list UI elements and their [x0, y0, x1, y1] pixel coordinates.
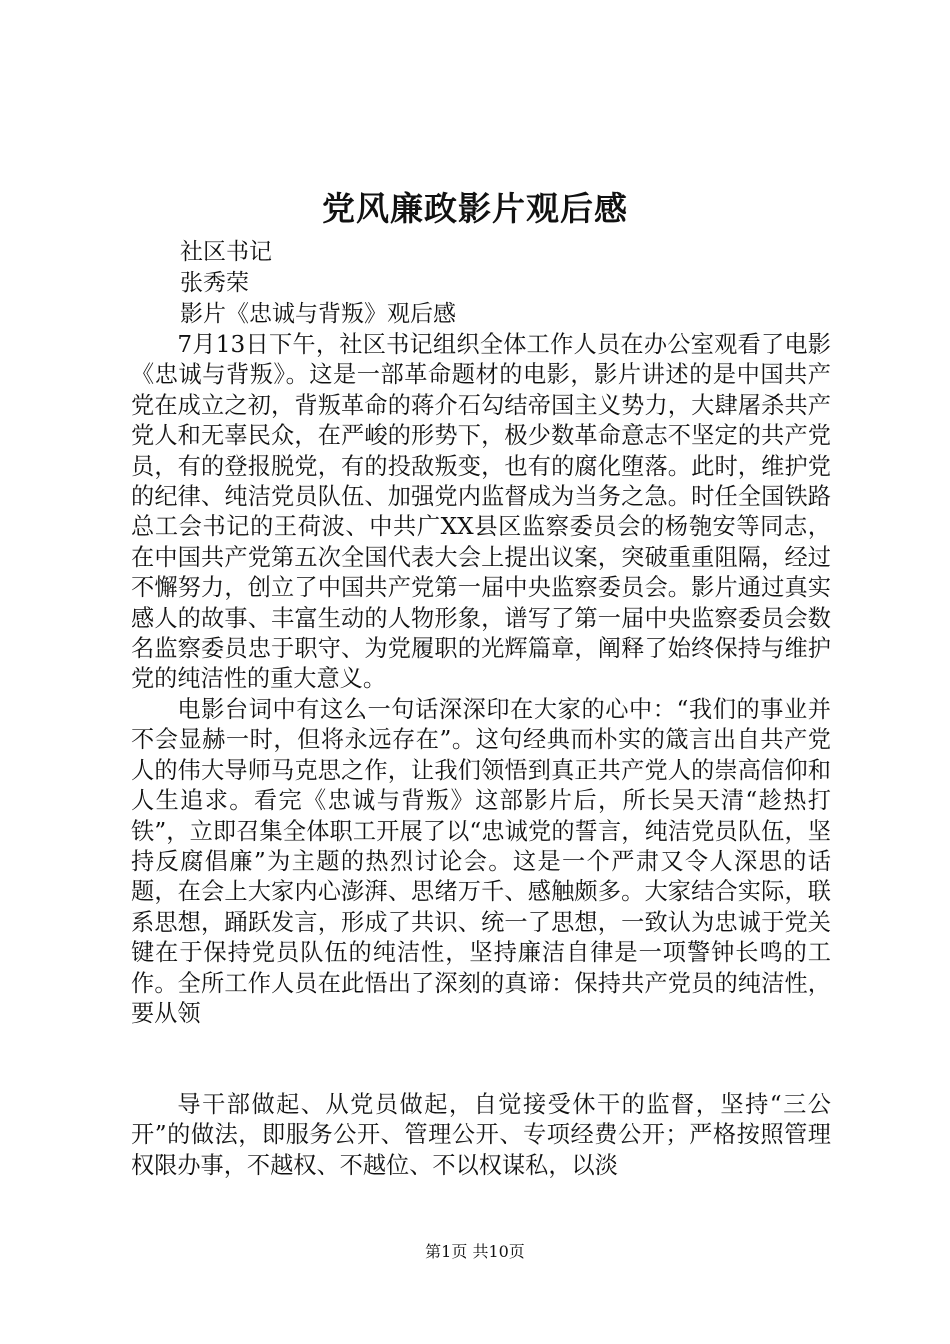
page-number-footer: 第1页 共10页: [425, 1242, 525, 1261]
author-role: 社区书记: [180, 239, 272, 265]
author-name: 张秀荣: [180, 270, 249, 296]
document-body: [131, 330, 831, 1029]
document-body-continued: [131, 1090, 831, 1181]
paragraph-3: 导干部做起、从党员做起，自觉接受休干的监督，坚持“三公开”的做法，即服务公开、管理公开、专项经费公开；严格按照管理权限办事，不越权、不越位、不以权谋私，以淡: [131, 1091, 831, 1179]
paragraph-2: 电影台词中有这么一句话深深印在大家的心中：“我们的事业并不会显赫一时，但将永远存在”。这句经典而朴实的箴言出自共产党人的伟大导师马克思之作，让我们领悟到真正共产党人的崇高信仰和人生追求。看完《忠诚与背叛》这部影片后，所长吴天清“趁热打铁”，立即召集全体职工开展了以“忠诚党的誓言，纯洁党员队伍，坚持反腐倡廉”为主题的热烈讨论会。这是一个严肃又令人深思的话题，在会上大家内心澎湃、思绪万千、感触颇多。大家结合实际，联系思想，踊跃发言，形成了共识、统一了思想，一致认为忠诚于党关键在于保持党员队伍的纯洁性，坚持廉洁自律是一项警钟长鸣的工作。全所工作人员在此悟出了深刻的真谛：保持共产党员的纯洁性，要从领: [131, 695, 831, 1027]
document-title: 党风廉政影片观后感: [322, 189, 628, 228]
paragraph-1: 7月13日下午，社区书记组织全体工作人员在办公室观看了电影《忠诚与背叛》。这是一部革命题材的电影，影片讲述的是中国共产党在成立之初，背叛革命的蒋介石勾结帝国主义势力，大肆屠杀共产党人和无辜民众，在严峻的形势下，极少数革命意志不坚定的共产党员，有的登报脱党，有的投敌叛变，也有的腐化堕落。此时，维护党的纪律、纯洁党员队伍、加强党内监督成为当务之急。时任全国铁路总工会书记的王荷波、中共广XX县区监察委员会的杨匏安等同志，在中国共产党第五次全国代表大会上提出议案，突破重重阻隔，经过不懈努力，创立了中国共产党第一届中央监察委员会。影片通过真实感人的故事、丰富生动的人物形象，谱写了第一届中央监察委员会数名监察委员忠于职守、为党履职的光辉篇章，阐释了始终保持与维护党的纯洁性的重大意义。: [131, 331, 831, 693]
document-subtitle: 影片《忠诚与背叛》观后感: [180, 301, 456, 327]
